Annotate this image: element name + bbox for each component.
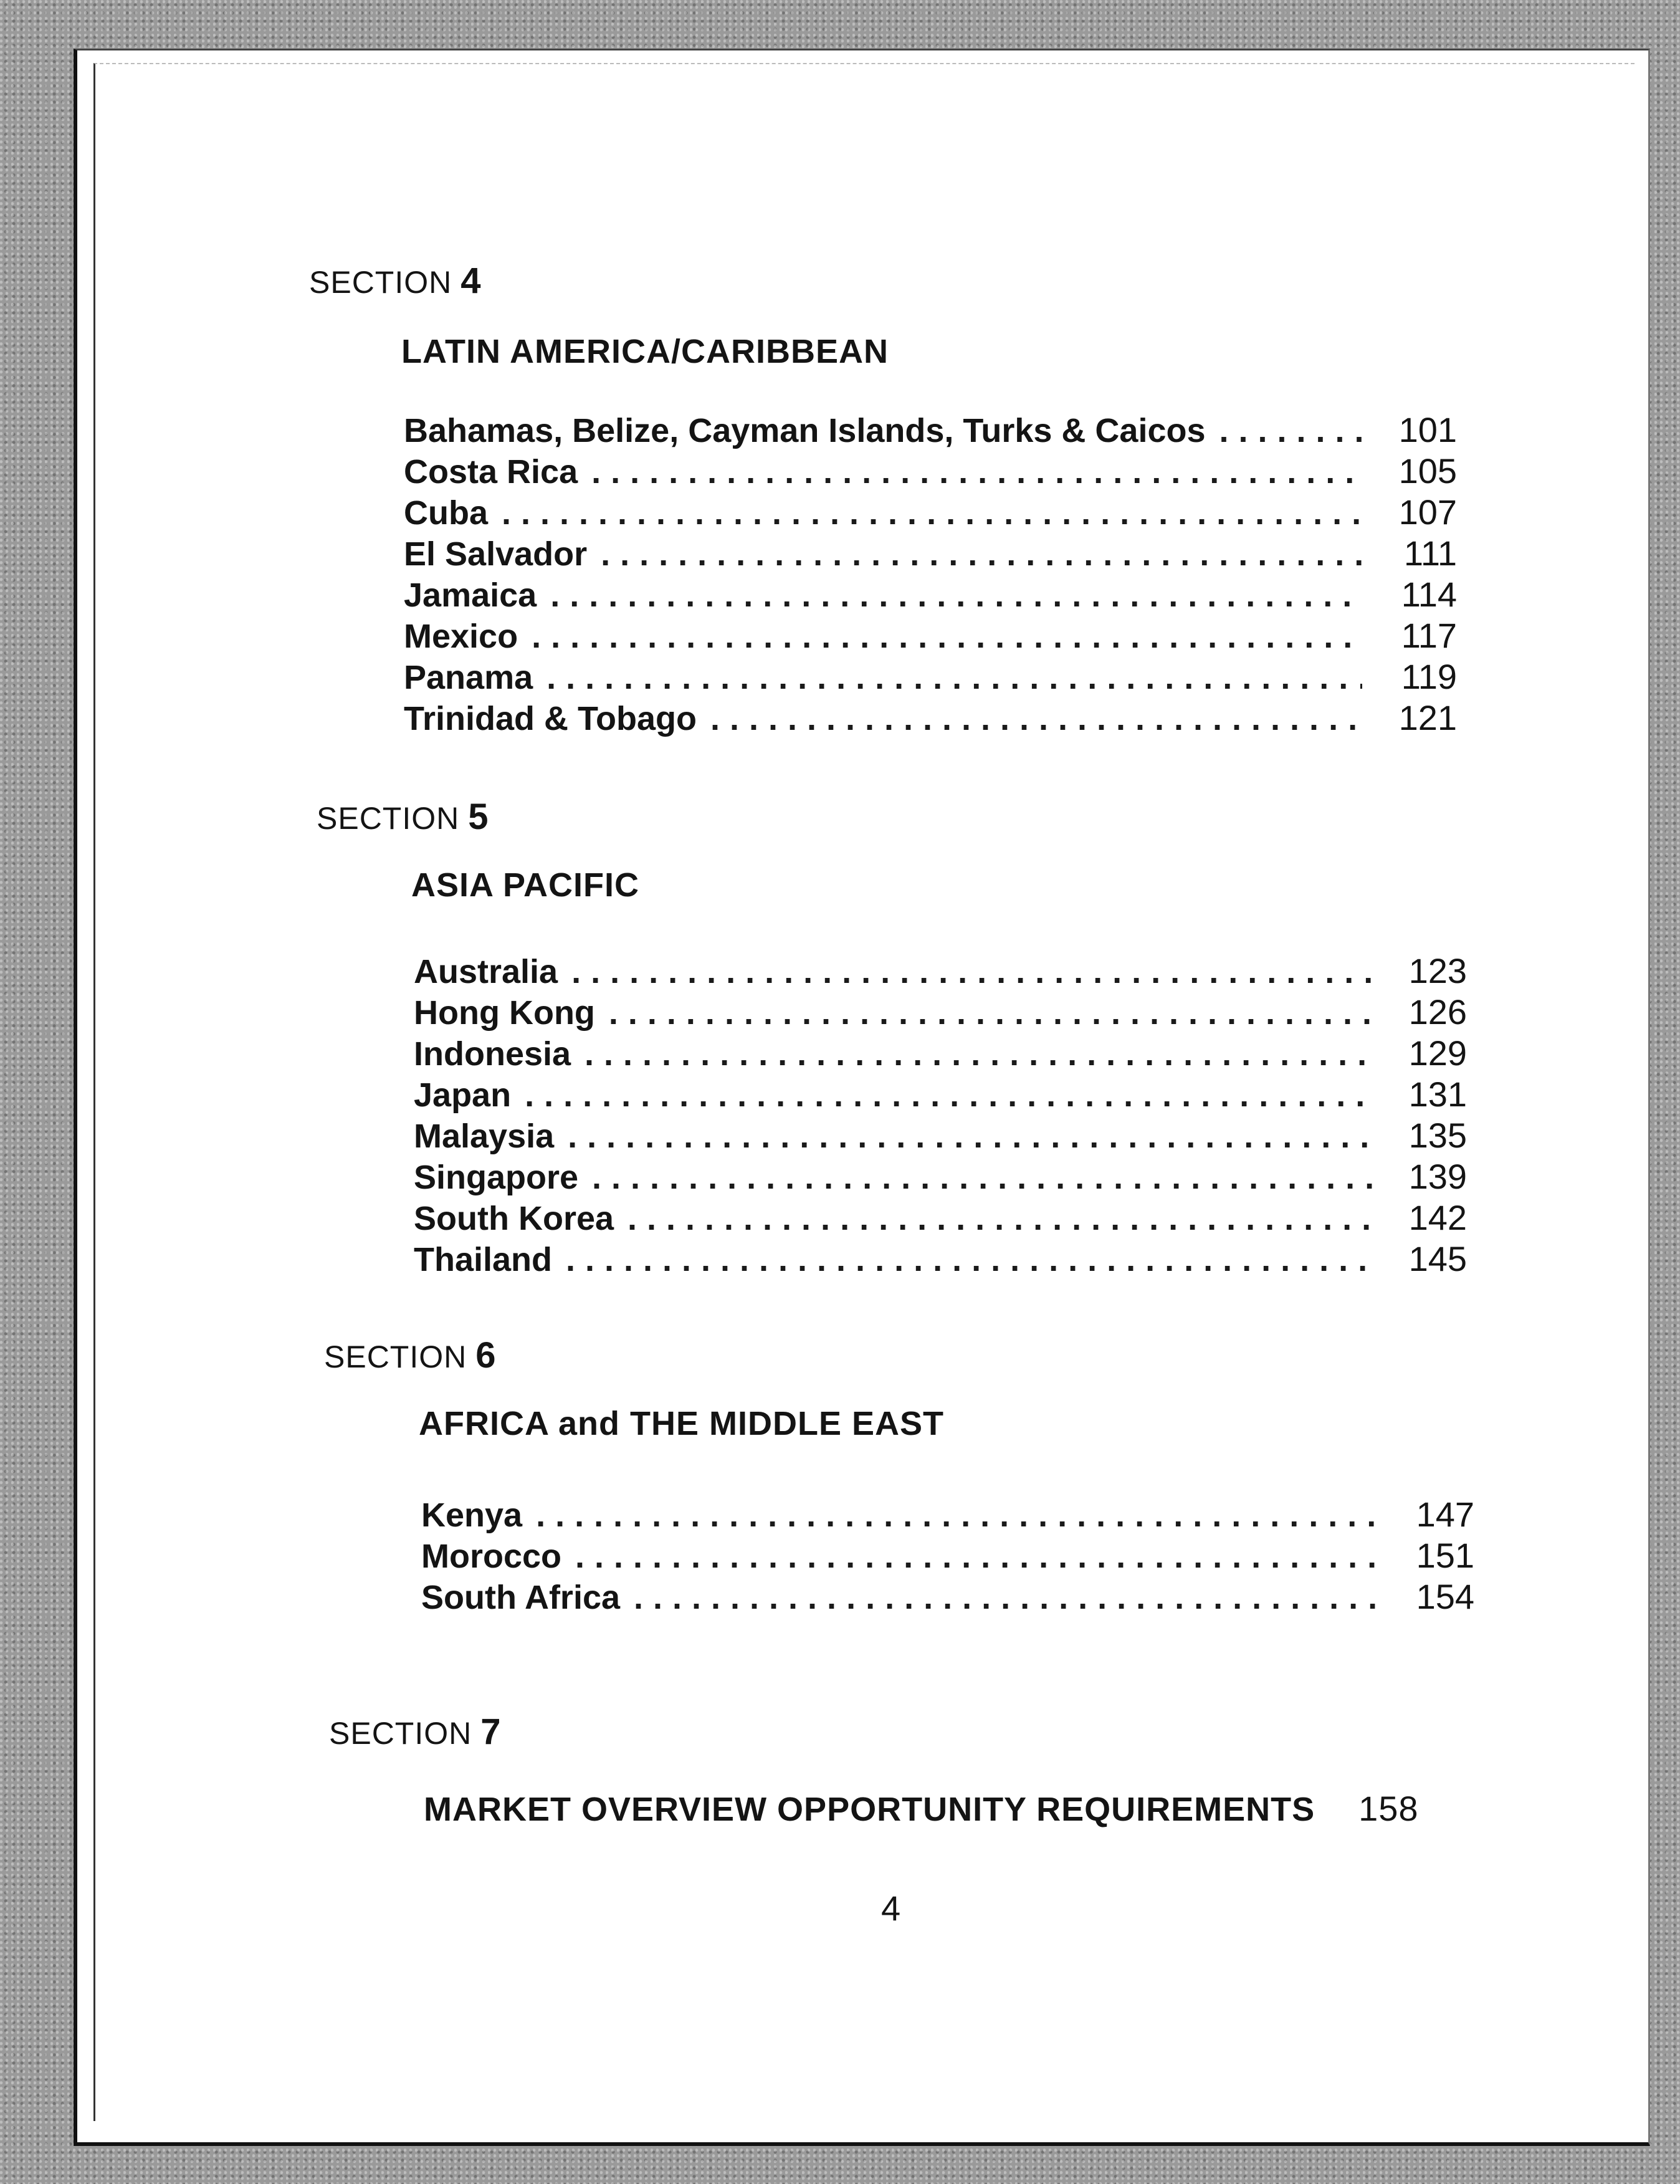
section-5-heading: ASIA PACIFIC (411, 866, 640, 904)
dot-leader (502, 494, 1362, 532)
toc-entry (404, 410, 1457, 451)
section-4-entries (404, 410, 1457, 739)
toc-entry (404, 615, 1457, 656)
dot-leader (525, 1076, 1372, 1114)
section-number: 7 (480, 1712, 502, 1752)
toc-entry (421, 1576, 1474, 1617)
toc-entry (414, 1074, 1467, 1115)
dot-leader (566, 1240, 1372, 1279)
entry-page-number: 119 (1401, 657, 1457, 696)
section-7-heading: MARKET OVERVIEW OPPORTUNITY REQUIREMENTS (424, 1791, 1315, 1828)
entry-name: Mexico (404, 618, 518, 655)
dot-leader (532, 617, 1362, 656)
dot-leader (710, 699, 1362, 738)
entry-page-number: 123 (1408, 951, 1467, 990)
toc-entry (404, 451, 1457, 492)
entry-name: Morocco (421, 1538, 562, 1575)
dot-leader (592, 1158, 1372, 1197)
toc-entry (404, 656, 1457, 697)
section-6-entries (421, 1494, 1474, 1617)
toc-entry (421, 1535, 1474, 1576)
entry-page-number: 147 (1416, 1495, 1474, 1534)
entry-page-number: 145 (1408, 1239, 1467, 1278)
section-word: SECTION (329, 1716, 472, 1751)
section-4-label (309, 260, 482, 302)
toc-entry (414, 1197, 1467, 1238)
dot-leader (575, 1537, 1380, 1576)
section-6-label (324, 1334, 497, 1376)
entry-page-number: 142 (1408, 1198, 1467, 1237)
entry-page-number: 131 (1408, 1075, 1467, 1114)
toc-entry (414, 1033, 1467, 1074)
section-7-entry (424, 1788, 1419, 1829)
entry-name: Bahamas, Belize, Cayman Islands, Turks & Caicos (404, 412, 1206, 449)
section-number: 5 (468, 797, 489, 837)
entry-page-number: 126 (1408, 992, 1467, 1032)
entry-name: Indonesia (414, 1035, 571, 1073)
entry-name: Jamaica (404, 577, 537, 614)
entry-name: Panama (404, 659, 533, 696)
document-page (74, 49, 1650, 2146)
dot-leader (609, 994, 1372, 1032)
entry-page-number: 117 (1401, 616, 1457, 655)
entry-page-number: 139 (1408, 1157, 1467, 1196)
entry-name: Australia (414, 953, 558, 990)
dot-leader (1219, 411, 1362, 450)
entry-page-number: 114 (1401, 575, 1457, 614)
section-6-heading: AFRICA and THE MIDDLE EAST (419, 1405, 944, 1442)
entry-page-number: 151 (1416, 1536, 1474, 1575)
entry-name: Hong Kong (414, 994, 595, 1032)
entry-name: Cuba (404, 494, 488, 532)
dot-leader (546, 658, 1362, 697)
toc-entry (404, 697, 1457, 739)
toc-entry (421, 1494, 1474, 1535)
toc-entry (414, 951, 1467, 992)
dot-leader (536, 1496, 1380, 1535)
toc-entry (404, 492, 1457, 533)
section-7-label (329, 1711, 502, 1753)
page-number: 4 (881, 1889, 901, 1928)
section-word: SECTION (324, 1339, 467, 1374)
entry-name: South Korea (414, 1200, 614, 1237)
entry-name: South Africa (421, 1579, 621, 1616)
entry-name: Thailand (414, 1241, 553, 1278)
dot-leader (568, 1117, 1372, 1156)
entry-name: Malaysia (414, 1118, 555, 1155)
entry-page-number: 129 (1408, 1033, 1467, 1073)
entry-name: Kenya (421, 1497, 523, 1534)
section-5-entries (414, 951, 1467, 1280)
section-4-heading: LATIN AMERICA/CARIBBEAN (401, 333, 889, 370)
entry-name: Singapore (414, 1159, 579, 1196)
toc-entry (414, 1156, 1467, 1197)
entry-page-number: 107 (1398, 492, 1457, 532)
dot-leader (628, 1199, 1372, 1238)
entry-name: Costa Rica (404, 453, 578, 491)
entry-name: El Salvador (404, 535, 588, 573)
entry-name: Japan (414, 1076, 512, 1114)
section-5-label (317, 796, 489, 838)
entry-page-number: 101 (1398, 410, 1457, 449)
entry-page-number: 105 (1398, 451, 1457, 491)
toc-entry (414, 1238, 1467, 1280)
entry-page-number: 111 (1403, 534, 1457, 573)
entry-page-number: 154 (1416, 1577, 1474, 1616)
section-word: SECTION (317, 801, 460, 836)
toc-entry (404, 574, 1457, 615)
toc-entry (414, 992, 1467, 1033)
toc-entry (414, 1115, 1467, 1156)
dot-leader (571, 952, 1372, 991)
section-word: SECTION (309, 265, 452, 300)
toc-entry (404, 533, 1457, 574)
dot-leader (585, 1035, 1372, 1073)
section-number: 4 (461, 261, 482, 301)
entry-page-number: 135 (1408, 1116, 1467, 1155)
entry-name: Trinidad & Tobago (404, 700, 697, 737)
entry-page-number: 121 (1398, 698, 1457, 737)
dot-leader (601, 535, 1362, 573)
section-number: 6 (475, 1335, 497, 1376)
dot-leader (591, 453, 1362, 491)
dot-leader (550, 576, 1362, 615)
dot-leader (634, 1578, 1380, 1617)
section-7-page-number: 158 (1358, 1789, 1419, 1828)
toc-content (77, 50, 1648, 2142)
